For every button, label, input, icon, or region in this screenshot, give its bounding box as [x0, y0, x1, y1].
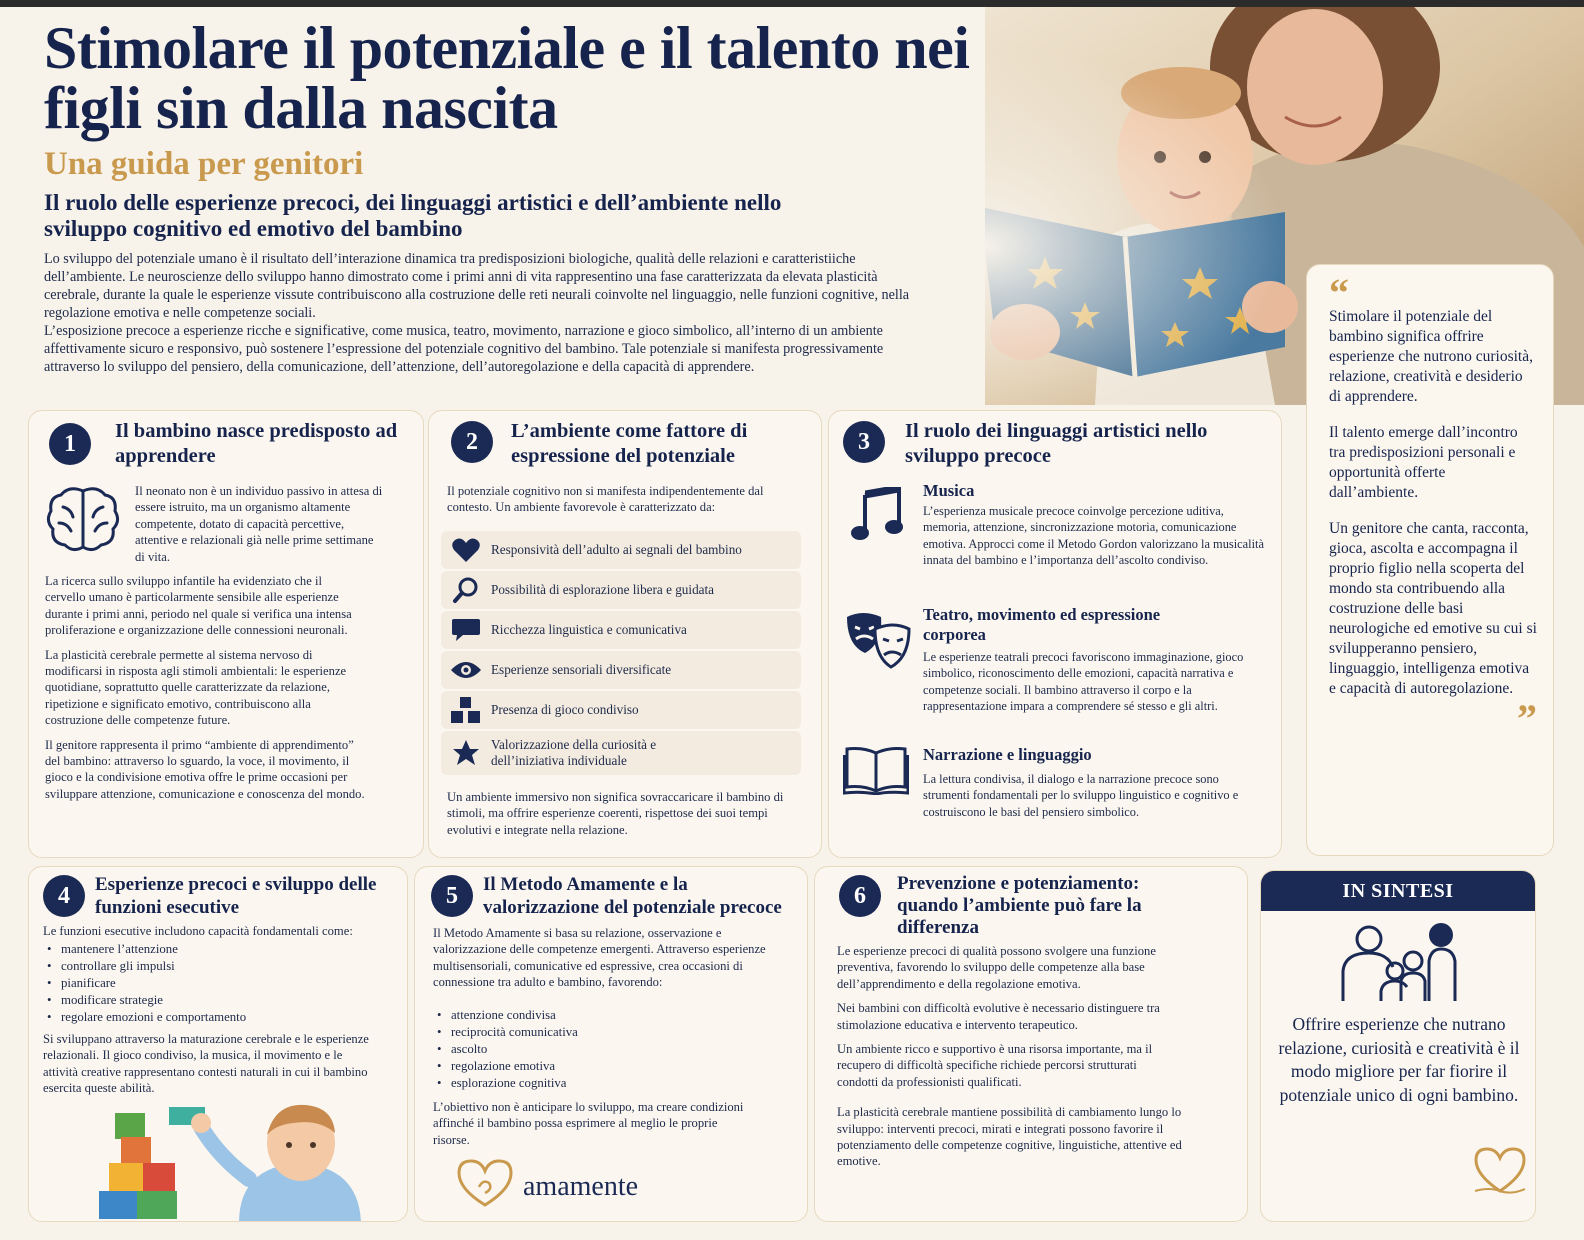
quote-paragraph: Stimolare il potenziale del bambino significa offrire esperienze che nutrono curiosità, relazione, creatività e desiderio di apprendere.: [1329, 308, 1533, 405]
feature-label: Presenza di gioco condiviso: [491, 702, 639, 717]
intro-paragraph: L’esposizione precoce a esperienze ricche e significative, come musica, teatro, movimento, narrazione e gioco simbolico, all’interno di un ambiente affettivamente sicuro e responsivo, può sostenere l’espressione del potenziale cognitivo del bambino. Tale potenziale si manifesta progressivamente attraverso lo sviluppo del pensiero, della comunicazione, dell’attenzione, dell’autoregolazione e della capacità di apprendere.: [44, 323, 884, 375]
list-item: • reciprocità comunicativa: [437, 1024, 735, 1041]
card-title: Il bambino nasce predisposto ad apprendere: [115, 420, 398, 467]
eye-icon: [441, 660, 491, 680]
bullet-list: [45, 941, 345, 1026]
list-item: • modificare strategie: [47, 992, 345, 1009]
family-icon: [1337, 921, 1463, 1003]
page-tagline: Il ruolo delle esperienze precoci, dei linguaggi artistici e dell’ambiente nello sviluppo cognitivo ed emotivo del bambino: [44, 190, 782, 241]
card-1: [28, 410, 424, 858]
card-paragraph: La plasticità cerebrale permette al sistema nervoso di modificarsi in risposta agli stimoli ambientali: le esperienze quotidiane, soprattutto quelle caratterizzate da relazione, ripetizione e significato emotivo, contribuiscono alla costruzione delle competenze future.: [45, 647, 347, 728]
card-body: [837, 943, 1182, 1178]
list-item: • regolare emozioni e comportamento: [47, 1009, 345, 1026]
feature-row: [441, 651, 801, 689]
brain-icon: [45, 483, 121, 555]
section-number: 4: [43, 875, 85, 917]
card-paragraph: La plasticità cerebrale mantiene possibilità di cambiamento lungo lo sviluppo: interventi precoci, mirati e integrati possono favorire il potenziamento delle competenze cognitive, linguistiche, attentive ed emotive.: [837, 1105, 1182, 1169]
open-quote-mark: “: [1329, 270, 1349, 315]
card-intro: Le funzioni esecutive includono capacità fondamentali come:: [43, 924, 353, 938]
feature-row: [441, 571, 801, 609]
brand-logo-text: amamente: [523, 1171, 639, 1202]
card-paragraph: Le esperienze precoci di qualità possono svolgere una funzione preventiva, favorendo lo sviluppo delle competenze alla base dell’apprendimento e della regolazione emotiva.: [837, 944, 1156, 991]
star-icon: [441, 739, 491, 767]
card-intro: Il potenziale cognitivo non si manifesta indipendentemente dal contesto. Un ambiente favorevole è caratterizzato da:: [447, 484, 764, 515]
speech-bubble-icon: [441, 617, 491, 643]
list-item: • mantenere l’attenzione: [47, 941, 345, 958]
card-title: Prevenzione e potenziamento: quando l’ambiente può fare la differenza: [897, 873, 1142, 938]
section-number: 1: [49, 423, 91, 465]
feature-label: Possibilità di esplorazione libera e guidata: [491, 582, 715, 597]
card-paragraph: Nei bambini con difficoltà evolutive è necessario distinguere tra stimolazione educativa e intervento terapeutico.: [837, 1001, 1160, 1032]
feature-row: [441, 691, 801, 729]
feature-row: [441, 611, 801, 649]
section-text: Le esperienze teatrali precoci favoriscono immaginazione, gioco simbolico, riconoscimento delle emozioni, capacità narrativa e competenze sociali. Il bambino attraverso il corpo e la rappresentazione impara a comprendere sé stesso e gli altri.: [923, 650, 1244, 714]
page-title: Stimolare il potenziale e il talento nei figli sin dalla nascita: [44, 15, 970, 141]
section-heading: Musica: [923, 481, 975, 500]
feature-label: Ricchezza linguistica e comunicativa: [491, 622, 687, 637]
blocks-icon: [441, 696, 491, 724]
quote-paragraph: Il talento emerge dall’incontro tra predisposizioni personali e opportunità offerte dall’ambiente.: [1329, 424, 1518, 501]
feature-row: [441, 731, 801, 775]
feature-label: Valorizzazione della curiosità e dell’iniziativa individuale: [491, 737, 657, 768]
card-paragraph: La ricerca sullo sviluppo infantile ha evidenziato che il cervello umano è particolarmente sensibile alle esperienze durante i primi anni, periodo nel quale si verifica una intensa proliferazione e organizzazione delle connessioni neuronali.: [45, 574, 352, 638]
summary-box: [1260, 870, 1536, 1222]
music-note-icon: [851, 487, 903, 541]
section-number: 3: [843, 421, 885, 463]
list-item: • esplorazione cognitiva: [437, 1075, 735, 1092]
card-5: [414, 866, 808, 1222]
child-with-blocks-illustration: [69, 1097, 369, 1222]
intro-text: [44, 250, 924, 376]
card-4: [28, 866, 408, 1222]
feature-label: Esperienze sensoriali diversificate: [491, 662, 672, 677]
card-title: L’ambiente come fattore di espressione del potenziale: [511, 420, 748, 467]
feature-row: [441, 531, 801, 569]
section-heading: Narrazione e linguaggio: [923, 745, 1092, 764]
quote-paragraph: Un genitore che canta, racconta, gioca, ascolta e accompagna il proprio figlio nella scoperta del mondo sta contribuendo alla costruzione delle basi neurologiche ed emotive su cui si svilupperanno pensiero, linguaggio, intelligenza emotiva e capacità di autoregolazione.: [1329, 520, 1537, 697]
list-item: • regolazione emotiva: [437, 1058, 735, 1075]
open-book-icon: [843, 745, 909, 795]
summary-text: Offrire esperienze che nutrano relazione, curiosità e creatività è il modo migliore per far fiorire il potenziale unico di ogni bambino.: [1278, 1014, 1520, 1105]
card-intro: Il Metodo Amamente si basa su relazione, osservazione e valorizzazione delle competenze emergenti. Attraverso esperienze multisensoriali, comunicative ed espressive, crea occasioni di connessione tra adulto e bambino, favorendo:: [433, 926, 766, 990]
intro-paragraph: Lo sviluppo del potenziale umano è il risultato dell’interazione dinamica tra predisposizioni biologiche, qualità delle relazioni e caratteristiiche dell’ambiente. Le neuroscienze dello sviluppo hanno dimostrato come i primi anni di vita rappresentino una fase caratterizzata da elevata plasticità cerebrale, durante la quale le esperienze vissute contribuiscono alla costruzione delle reti neurali coinvolte nel linguaggio, nelle funzioni cognitive, nella regolazione emotiva e nelle competenze sociali.: [44, 251, 910, 321]
card-title: Esperienze precoci e sviluppo delle funzioni esecutive: [95, 874, 377, 918]
bullet-list: [435, 1007, 735, 1092]
heart-logo-icon: [455, 1159, 515, 1209]
section-text: L’esperienza musicale precoce coinvolge percezione uditiva, memoria, attenzione, sincronizzazione motoria, comunicazione emotiva. Approcci come il Metodo Gordon valorizzano la musicalità innata del bambino e l’importanza dell’ascolto condiviso.: [923, 504, 1264, 568]
card-title: Il Metodo Amamente e la valorizzazione del potenziale precoce: [483, 874, 782, 918]
magnifier-icon: [441, 576, 491, 604]
card-outro: Un ambiente immersivo non significa sovraccaricare il bambino di stimoli, ma offrire esperienze coerenti, rispettose dei suoi tempi evolutivi e integrate nella relazione.: [447, 790, 784, 837]
summary-heading: IN SINTESI: [1261, 871, 1535, 911]
top-bar: [0, 0, 1584, 7]
section-heading: Teatro, movimento ed espressione corporea: [923, 605, 1161, 644]
card-paragraph: Un ambiente ricco e supportivo è una risorsa importante, ma il recupero di difficoltà specifiche richiede percorsi strutturati condotti da professionisti qualificati.: [837, 1042, 1153, 1089]
feature-label: Responsività dell’adulto ai segnali del bambino: [491, 542, 742, 557]
card-outro: L’obiettivo non è anticipare lo sviluppo, ma creare condizioni affinché il bambino possa esprimere al meglio le proprie risorse.: [433, 1100, 744, 1147]
page-subtitle: Una guida per genitori: [44, 146, 364, 182]
card-paragraph: Il genitore rappresenta il primo “ambiente di apprendimento” del bambino: attraverso lo sguardo, la voce, il movimento, il gioco e la condivisione emotiva offre le prime occasioni per sviluppare attenzione, comunicazione e conoscenza del mondo.: [45, 737, 365, 801]
list-item: • attenzione condivisa: [437, 1007, 735, 1024]
section-number: 5: [431, 875, 473, 917]
section-number: 2: [451, 421, 493, 463]
list-item: • controllare gli impulsi: [47, 958, 345, 975]
section-number: 6: [839, 875, 881, 917]
card-paragraph: Il neonato non è un individuo passivo in attesa di essere istruito, ma un organismo altamente competente, dotato di capacità percettive, attentive e relazionali già nelle prime settimane di vita.: [135, 484, 383, 564]
theatre-masks-icon: [845, 611, 913, 673]
card-3: [828, 410, 1282, 858]
card-outro: Si sviluppano attraverso la maturazione cerebrale e le esperienze relazionali. Il gioco condiviso, la musica, il movimento e le attività creative rappresentano contesti naturali in cui il bambino esercita queste abilità.: [43, 1032, 369, 1096]
list-item: • ascolto: [437, 1041, 735, 1058]
section-text: La lettura condivisa, il dialogo e la narrazione precoce sono strumenti fondamentali per lo sviluppo linguistico e cognitivo e costruiscono le basi del pensiero simbolico.: [923, 772, 1239, 819]
close-quote-mark: ”: [1517, 696, 1537, 741]
card-body: [45, 573, 365, 810]
quote-box: [1306, 264, 1554, 856]
card-title: Il ruolo dei linguaggi artistici nello sviluppo precoce: [905, 420, 1208, 467]
heart-outline-icon: [1473, 1147, 1527, 1195]
card-6: [814, 866, 1248, 1222]
heart-icon: [441, 538, 491, 562]
card-2: [428, 410, 822, 858]
list-item: • pianificare: [47, 975, 345, 992]
